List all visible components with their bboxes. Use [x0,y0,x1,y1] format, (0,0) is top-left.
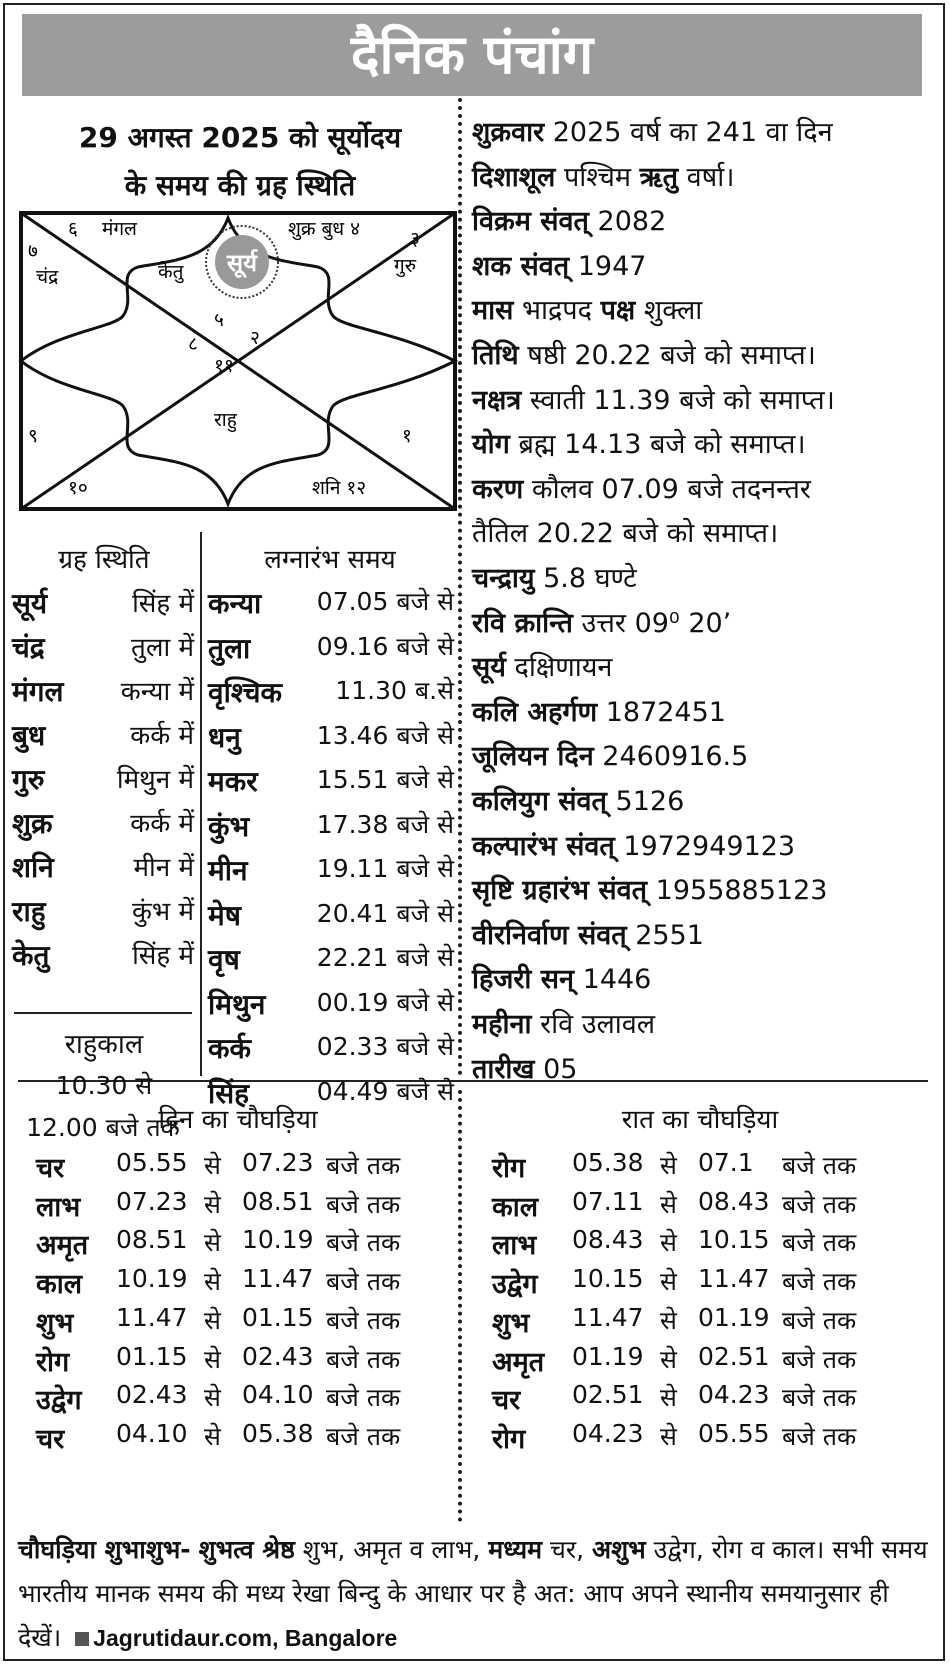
choghadiya-name: रोग [492,1153,526,1184]
panchang-key: हिजरी सन् [472,964,575,996]
panchang-key: विक्रम संवत् [472,206,589,238]
panchang-value: 2025 वर्ष का 241 वा दिन [552,117,833,148]
panchang-key: ऋतु [639,161,679,193]
panchang-value: कौलव 07.09 बजे तदनन्तर [531,473,811,505]
lagna-name: मीन [208,854,248,887]
panchang-row [472,870,827,907]
choghadiya-sep: से [204,1267,221,1297]
choghadiya-suffix: बजे तक [782,1267,857,1297]
lagna-time: 02.33 बजे से [316,1032,454,1061]
choghadiya-sep: से [660,1151,677,1180]
graha-planet: शनि [12,851,54,884]
panchang-row [472,1049,577,1086]
chart-rahu-label: राहु [214,409,237,431]
choghadiya-from: 10.19 [116,1264,188,1294]
panchang-key: करण [472,473,524,505]
chart-guru-label: गुरु [394,255,417,277]
choghadiya-name: अमृत [492,1346,545,1378]
panchang-value: 1955885123 [655,875,828,907]
choghadiya-day-title: दिन का चौघड़िया [158,1105,318,1135]
lagna-name: वृष [208,943,240,976]
graha-planet: शुक्र [12,807,53,840]
panchang-row [472,335,816,372]
choghadiya-suffix: बजे तक [326,1189,401,1219]
footer-key-2: शुभत्व श्रेष्ठ [198,1535,295,1564]
lagna-name: धनु [208,720,241,754]
graha-rashi: सिंह में [132,589,194,619]
choghadiya-name: लाभ [492,1230,537,1262]
panchang-key: पक्ष [600,295,636,327]
chart-surya-label: सूर्य [226,249,258,277]
graha-rashi: कुंभ में [131,897,194,927]
choghadiya-to: 08.43 [698,1186,770,1216]
panchang-key: कल्पारंभ संवत् [472,830,615,862]
panchang-row [472,558,637,595]
lagna-name: तुला [208,631,251,665]
graha-sthiti-title: ग्रह स्थिति [58,545,150,575]
panchang-value: रवि उलावल [540,1009,656,1040]
graha-planet: बुध [12,719,46,752]
panchang-row [472,603,731,640]
chart-house-1: १ [402,425,412,447]
chart-house-5: ५ [214,309,224,331]
panchang-key: सूर्य [472,652,506,684]
choghadiya-name: उद्वेग [492,1269,538,1301]
lagna-time: 07.05 बजे से [316,587,454,616]
choghadiya-to: 07.1 [698,1148,754,1177]
lagna-name: मकर [208,765,258,798]
choghadiya-suffix: बजे तक [326,1305,401,1335]
panchang-row [472,201,666,238]
choghadiya-suffix: बजे तक [782,1228,857,1258]
choghadiya-sep: से [204,1305,221,1335]
chart-house-2: २ [250,327,260,349]
choghadiya-to: 05.55 [698,1418,770,1448]
choghadiya-name: काल [492,1191,539,1223]
panchang-value: भाद्रपद [522,295,592,327]
panchang-value: षष्ठी 20.22 बजे को समाप्त। [527,340,816,371]
choghadiya-sep: से [660,1228,677,1258]
panchang-key: तारीख [472,1053,535,1085]
square-icon [75,1632,89,1646]
choghadiya-name: चर [36,1153,65,1184]
panchang-key: मास [472,295,514,327]
choghadiya-night-title: रात का चौघड़िया [621,1105,779,1135]
choghadiya-sep: से [204,1228,221,1258]
panchang-key: कलि अहर्गण [472,696,598,728]
choghadiya-suffix: बजे तक [326,1151,401,1180]
panchang-value: 2460916.5 [602,741,749,773]
chart-house-7: ७ [28,240,38,262]
choghadiya-name: चर [36,1423,65,1455]
choghadiya-from: 07.11 [572,1186,644,1216]
panchang-key: चन्द्रायु [472,563,535,594]
chart-house-8: ८ [188,333,198,355]
choghadiya-from: 04.10 [116,1418,188,1448]
panchang-row [472,380,835,417]
lagna-time: 17.38 बजे से [316,809,454,839]
choghadiya-name: लाभ [36,1191,81,1223]
choghadiya-sep: से [660,1383,677,1413]
choghadiya-suffix: बजे तक [782,1189,857,1219]
lagna-name: कर्क [208,1032,252,1065]
footer-key-3: मध्यम [488,1535,543,1564]
graha-planet: मंगल [12,675,64,708]
panchang-value: 5126 [615,786,685,817]
panchang-row [472,157,735,194]
choghadiya-suffix: बजे तक [782,1344,857,1374]
panchang-row [472,469,811,506]
graha-planet: गुरु [12,763,45,796]
footer-text-2: चर, [550,1535,585,1564]
choghadiya-suffix: बजे तक [326,1383,401,1413]
choghadiya-sep: से [660,1305,677,1335]
chart-shukra-budh-label: शुक्र बुध ४ [288,218,361,240]
chart-house-6: ६ [68,218,78,240]
choghadiya-from: 08.43 [572,1225,644,1255]
footer-note [18,1528,938,1660]
choghadiya-from: 01.19 [572,1341,644,1371]
panchang-value: 1872451 [605,696,726,728]
chart-house-11: ११ [214,355,234,377]
main-vertical-divider [458,98,462,1076]
chart-ketu-label: केतु [158,261,184,283]
footer-key-4: अशुभ [592,1535,646,1564]
panchang-value: 1446 [582,964,652,996]
lagna-time: 22.21 बजे से [316,943,454,972]
choghadiya-name: अमृत [36,1230,89,1262]
kundali-chart [18,210,458,512]
choghadiya-from: 10.15 [572,1264,644,1294]
panchang-key: महीना [472,1009,532,1040]
panchang-value: 05 [543,1053,578,1085]
choghadiya-to: 02.43 [242,1341,314,1371]
choghadiya-to: 08.51 [242,1186,314,1216]
choghadiya-name: चर [492,1385,521,1417]
choghadiya-suffix: बजे तक [326,1267,401,1297]
footer-text-3: उद्वेग, रोग व काल। सभी समय भारतीय मानक समय की मध्य रेखा बिन्दु के आधार पर है अत: आप अपने स्थानीय समयानुसार ही देखें। [18,1535,928,1652]
panchang-key: दिशाशूल [472,161,556,193]
graha-rashi: कन्या में [120,677,194,707]
rahukaal-line-2: 12.00 बजे तक [26,1113,180,1142]
choghadiya-to: 05.38 [242,1418,314,1448]
lagna-time: 00.19 बजे से [316,987,454,1017]
lagna-name: मिथुन [208,987,266,1021]
panchang-value: पश्चिम [563,161,632,193]
panchang-key: कलियुग संवत् [472,786,607,817]
choghadiya-from: 11.47 [116,1302,188,1332]
choghadiya-suffix: बजे तक [326,1344,401,1374]
panchang-value: 5.8 घण्टे [543,563,637,594]
panchang-row [472,246,646,283]
lagna-time: 13.46 बजे से [316,720,454,750]
choghadiya-to: 02.51 [698,1341,770,1371]
lagna-name: सिंह [208,1076,250,1110]
graha-planet: राहु [12,895,46,928]
choghadiya-name: शुभ [492,1307,530,1339]
panchang-value: 1947 [577,250,647,282]
graha-planet: चंद्र [12,631,45,664]
panchang-row [472,692,726,729]
panchang-value: शुक्ला [643,295,703,327]
choghadiya-name: उद्वेग [36,1385,82,1417]
choghadiya-from: 04.23 [572,1418,644,1448]
panchang-row [472,424,806,461]
page-title: दैनिक पंचांग [22,14,922,96]
panchang-value: ब्रह्म 14.13 बजे को समाप्त। [518,429,806,461]
choghadiya-from: 02.43 [116,1380,188,1410]
panchang-row [472,826,795,863]
choghadiya-vertical-divider [458,1090,462,1522]
chart-title-line-1: 29 अगस्त 2025 को सूर्योदय [78,121,402,154]
panchang-key: योग [472,429,510,461]
panchang-key: वीरनिर्वाण संवत् [472,919,627,951]
choghadiya-to: 04.10 [242,1380,314,1410]
graha-rashi: तुला में [131,633,194,663]
lagna-time: 20.41 बजे से [316,898,454,928]
lagna-name: मेष [208,898,241,932]
panchang-key: शक संवत् [472,250,570,282]
graha-rashi: सिंह में [132,941,194,971]
panchang-key: नक्षत्र [472,384,522,416]
chart-house-9: ९ [28,425,38,447]
chart-mangal-label: मंगल [102,218,137,240]
panchang-value: 2551 [635,919,704,951]
graha-rashi: कर्क में [130,721,194,751]
panchang-value: 2082 [597,206,667,238]
lagna-name: कुंभ [208,809,250,843]
choghadiya-sep: से [660,1189,677,1219]
choghadiya-to: 01.15 [242,1302,314,1332]
footer-text-1: शुभ, अमृत व लाभ, [302,1535,481,1564]
panchang-key: रवि क्रान्ति [472,607,573,639]
choghadiya-from: 05.55 [116,1148,188,1177]
panchang-row [472,290,702,327]
choghadiya-from: 08.51 [116,1225,188,1255]
panchang-row [472,513,778,550]
rahukaal-title: राहुकाल [64,1029,144,1060]
choghadiya-to: 11.47 [242,1264,314,1294]
panchang-value: उत्तर 09⁰ 20’ [581,607,732,639]
panchang-row [472,1004,655,1041]
panchang-row [472,915,704,952]
panchang-row [472,647,612,684]
choghadiya-sep: से [660,1344,677,1374]
choghadiya-name: रोग [492,1423,526,1455]
panchang-row [472,736,748,773]
graha-rashi: मीन में [133,853,194,883]
panchang-row [472,781,684,818]
choghadiya-to: 11.47 [698,1264,770,1294]
lagna-time: 11.30 ब.से [335,676,454,705]
choghadiya-suffix: बजे तक [326,1421,401,1451]
choghadiya-sep: से [660,1421,677,1451]
footer-key-1: चौघड़िया शुभाशुभ- [18,1535,191,1564]
panchang-value: 1972949123 [623,830,796,862]
chart-shani-label: शनि १२ [312,477,367,499]
choghadiya-sep: से [204,1151,221,1180]
choghadiya-to: 10.19 [242,1225,314,1255]
lagna-time: 19.11 बजे से [316,854,454,883]
choghadiya-name: रोग [36,1346,70,1378]
choghadiya-from: 07.23 [116,1186,188,1216]
choghadiya-sep: से [660,1267,677,1297]
graha-rashi: कर्क में [130,809,194,839]
choghadiya-from: 11.47 [572,1302,644,1332]
choghadiya-sep: से [204,1344,221,1374]
choghadiya-to: 04.23 [698,1380,770,1410]
choghadiya-from: 05.38 [572,1148,644,1177]
panchang-value: दक्षिणायन [514,652,613,684]
choghadiya-suffix: बजे तक [782,1151,857,1180]
chart-chandra-label: चंद्र [36,266,59,288]
graha-planet: सूर्य [12,587,48,620]
panchang-value: तैतिल 20.22 बजे को समाप्त। [472,518,779,550]
panchang-row [472,959,651,996]
graha-planet: केतु [12,939,50,972]
choghadiya-to: 10.15 [698,1225,770,1255]
panchang-row [472,112,833,149]
rahukaal-line-1: 10.30 से [55,1071,153,1100]
lagna-time: 04.49 बजे से [316,1076,454,1106]
choghadiya-to: 01.19 [698,1302,770,1332]
lagnarambh-title: लग्नारंभ समय [264,545,396,575]
choghadiya-suffix: बजे तक [782,1383,857,1413]
panchang-value: स्वाती 11.39 बजे को समाप्त। [529,384,835,416]
choghadiya-suffix: बजे तक [782,1421,857,1451]
rahukaal-top-rule [14,1012,192,1014]
panchang-key: सृष्टि ग्रहारंभ संवत् [472,875,648,907]
choghadiya-from: 02.51 [572,1380,644,1410]
choghadiya-name: शुभ [36,1307,74,1339]
chart-house-10: १० [68,477,88,499]
graha-rashi: मिथुन में [116,765,194,795]
panchang-value: वर्षा। [686,161,735,193]
chart-house-3: ३ [410,228,420,250]
lagna-time: 09.16 बजे से [316,631,454,661]
footer-brand: Jagrutidaur.com, Bangalore [93,1625,398,1651]
choghadiya-name: काल [36,1269,83,1301]
choghadiya-sep: से [204,1189,221,1219]
choghadiya-suffix: बजे तक [782,1305,857,1335]
choghadiya-sep: से [204,1383,221,1413]
panchang-key: जूलियन दिन [472,741,594,773]
choghadiya-from: 01.15 [116,1341,188,1371]
choghadiya-sep: से [204,1421,221,1451]
lagna-time: 15.51 बजे से [316,765,454,794]
lagna-name: कन्या [208,587,262,620]
lagna-name: वृश्चिक [208,676,283,709]
choghadiya-to: 07.23 [242,1148,314,1177]
choghadiya-suffix: बजे तक [326,1228,401,1258]
panchang-key: शुक्रवार [472,117,545,148]
chart-title-line-2: के समय की ग्रह स्थिति [124,169,356,202]
left-column-divider [200,532,202,1076]
panchang-key: तिथि [472,340,519,371]
